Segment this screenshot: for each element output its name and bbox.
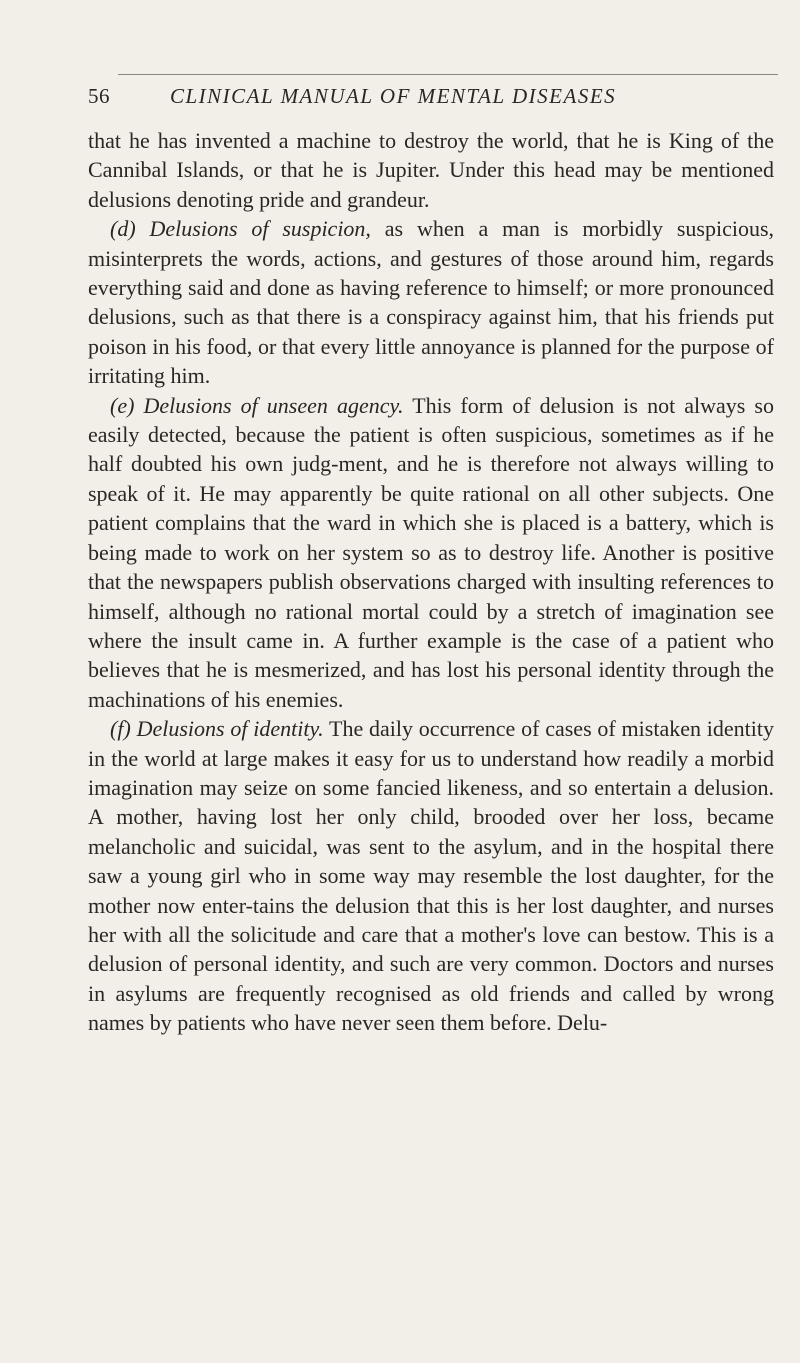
paragraph-heading: Delusions of suspicion, [149, 216, 371, 242]
paragraph-label: (f) [110, 716, 131, 742]
paragraph-continuation [88, 126, 774, 214]
page-number: 56 [88, 84, 110, 108]
paragraph-label: (d) [110, 216, 136, 242]
top-rule [118, 74, 778, 75]
page-header [88, 84, 748, 116]
paragraph-delusions-of-identity [88, 714, 774, 1037]
running-title: CLINICAL MANUAL OF MENTAL DISEASES [170, 84, 617, 108]
paragraph-text: This form of delusion is not always so easily detected, because the patient is often suspicious, sometimes as if he half doubted his own judg-ment, and he is therefore not always willing to speak of it. He may apparently be quite rational on all other subjects. One patient complains that the ward in which she is placed is a battery, which is being made to work on her system so as to destroy life. Another is positive that the newspapers publish observations charged with insulting references to himself, although no rational mortal could by a stretch of imagination see where the insult came in. A further example is the case of a patient who believes that he is mesmerized, and has lost his personal identity through the machinations of his enemies. [88, 392, 774, 712]
body-text [88, 126, 774, 1038]
paragraph-text: that he has invented a machine to destroy the world, that he is King of the Cannibal Islands, or that he is Jupiter. Under this head may be mentioned delusions denoting pride and grandeur. [88, 128, 774, 212]
paragraph-text: The daily occurrence of cases of mistaken identity in the world at large makes it easy for us to understand how readily a morbid imagination may seize on some fancied likeness, and so entertain a delusion. A mother, having lost her only child, brooded over her loss, became melancholic and suicidal, was sent to the asylum, and in the hospital there saw a young girl who in some way may resemble the lost daughter, for the mother now enter-tains the delusion that this is her lost daughter, and nurses her with all the solicitude and care that a mother's love can bestow. This is a delusion of personal identity, and such are very common. Doctors and nurses in asylums are frequently recognised as old friends and called by wrong names by patients who have never seen them before. Delu- [88, 716, 775, 1036]
paragraph-label: (e) [110, 392, 135, 418]
paragraph-delusions-of-suspicion [88, 214, 774, 390]
paragraph-delusions-of-unseen-agency [88, 391, 774, 714]
paragraph-heading: Delusions of unseen agency. [143, 392, 404, 418]
paragraph-text: as when a man is morbidly suspicious, misinterprets the words, actions, and gestures of those around him, regards everything said and done as having reference to himself; or more pronounced delusions, such as that there is a conspiracy against him, that his friends put poison in his food, or that every little annoyance is planned for the purpose of irritating him. [88, 216, 775, 389]
paragraph-heading: Delusions of identity. [136, 716, 324, 742]
